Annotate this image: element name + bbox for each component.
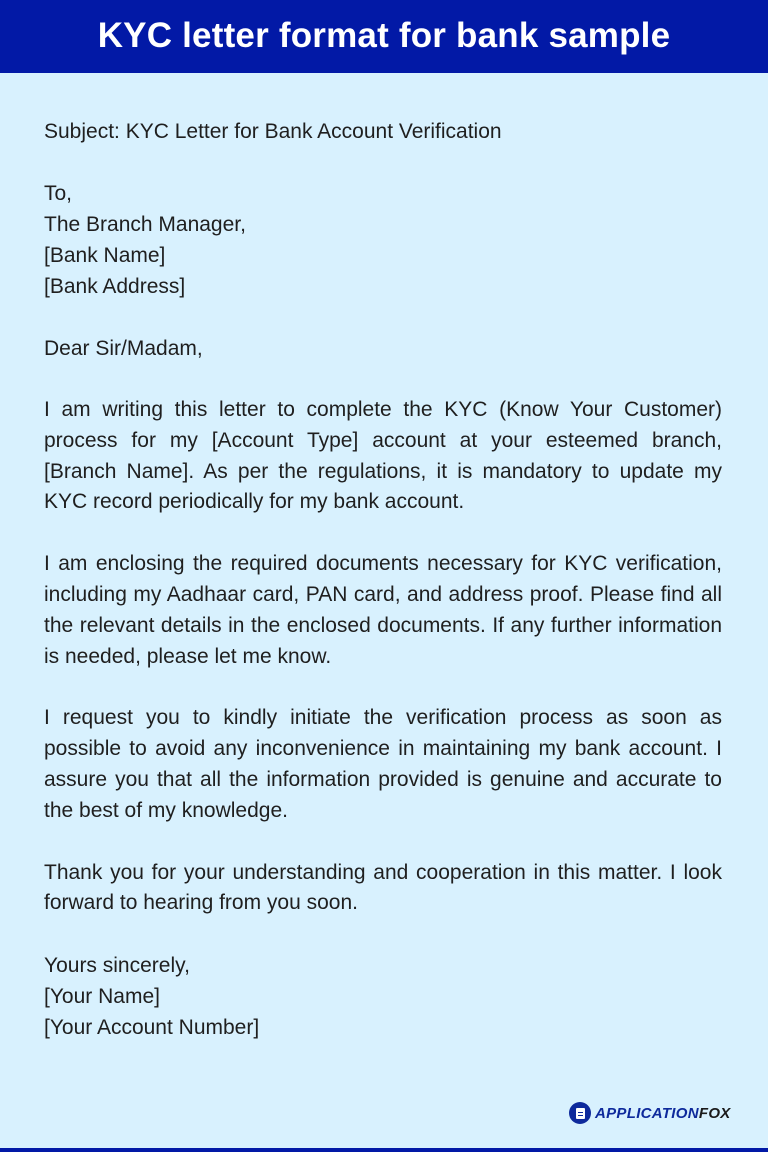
bottom-border: [0, 1148, 768, 1152]
paragraph: I am writing this letter to complete the KYC (Know Your Customer) process for my [Account Type] account at your esteemed branch, [Branch Name]. As per the regulations, it is mandatory to update my KYC record periodically for my bank account.: [44, 398, 722, 514]
closing-line: [Your Account Number]: [44, 1016, 260, 1040]
letter-body: [44, 116, 722, 1043]
page-header: [0, 0, 768, 73]
salutation: Dear Sir/Madam,: [44, 337, 203, 360]
logo-text: APPLICATIONFOX: [595, 1104, 731, 1122]
paragraph: I am enclosing the required documents necessary for KYC verification, including my Aadhaar card, PAN card, and address proof. Please find all the relevant details in the enclosed documents. If any further information is needed, please let me know.: [44, 552, 722, 668]
applicationfox-logo: [569, 1102, 731, 1124]
paragraph: Thank you for your understanding and cooperation in this matter. I look forward to hearing from you soon.: [44, 860, 722, 915]
recipient-line: To,: [44, 182, 73, 205]
page-title: KYC letter format for bank sample: [97, 15, 671, 55]
closing-line: Yours sincerely,: [44, 954, 190, 978]
paragraph: I request you to kindly initiate the verification process as soon as possible to avoid any inconvenience in maintaining my bank account. I assure you that all the information provided is genuine and accurate to the best of my knowledge.: [44, 706, 722, 822]
document-icon: [569, 1102, 591, 1124]
letter-subject: Subject: KYC Letter for Bank Account Verification: [44, 120, 502, 143]
closing-line: [Your Name]: [44, 985, 160, 1009]
recipient-line: [Bank Name]: [44, 244, 166, 267]
recipient-line: The Branch Manager,: [44, 213, 246, 236]
recipient-line: [Bank Address]: [44, 275, 186, 298]
